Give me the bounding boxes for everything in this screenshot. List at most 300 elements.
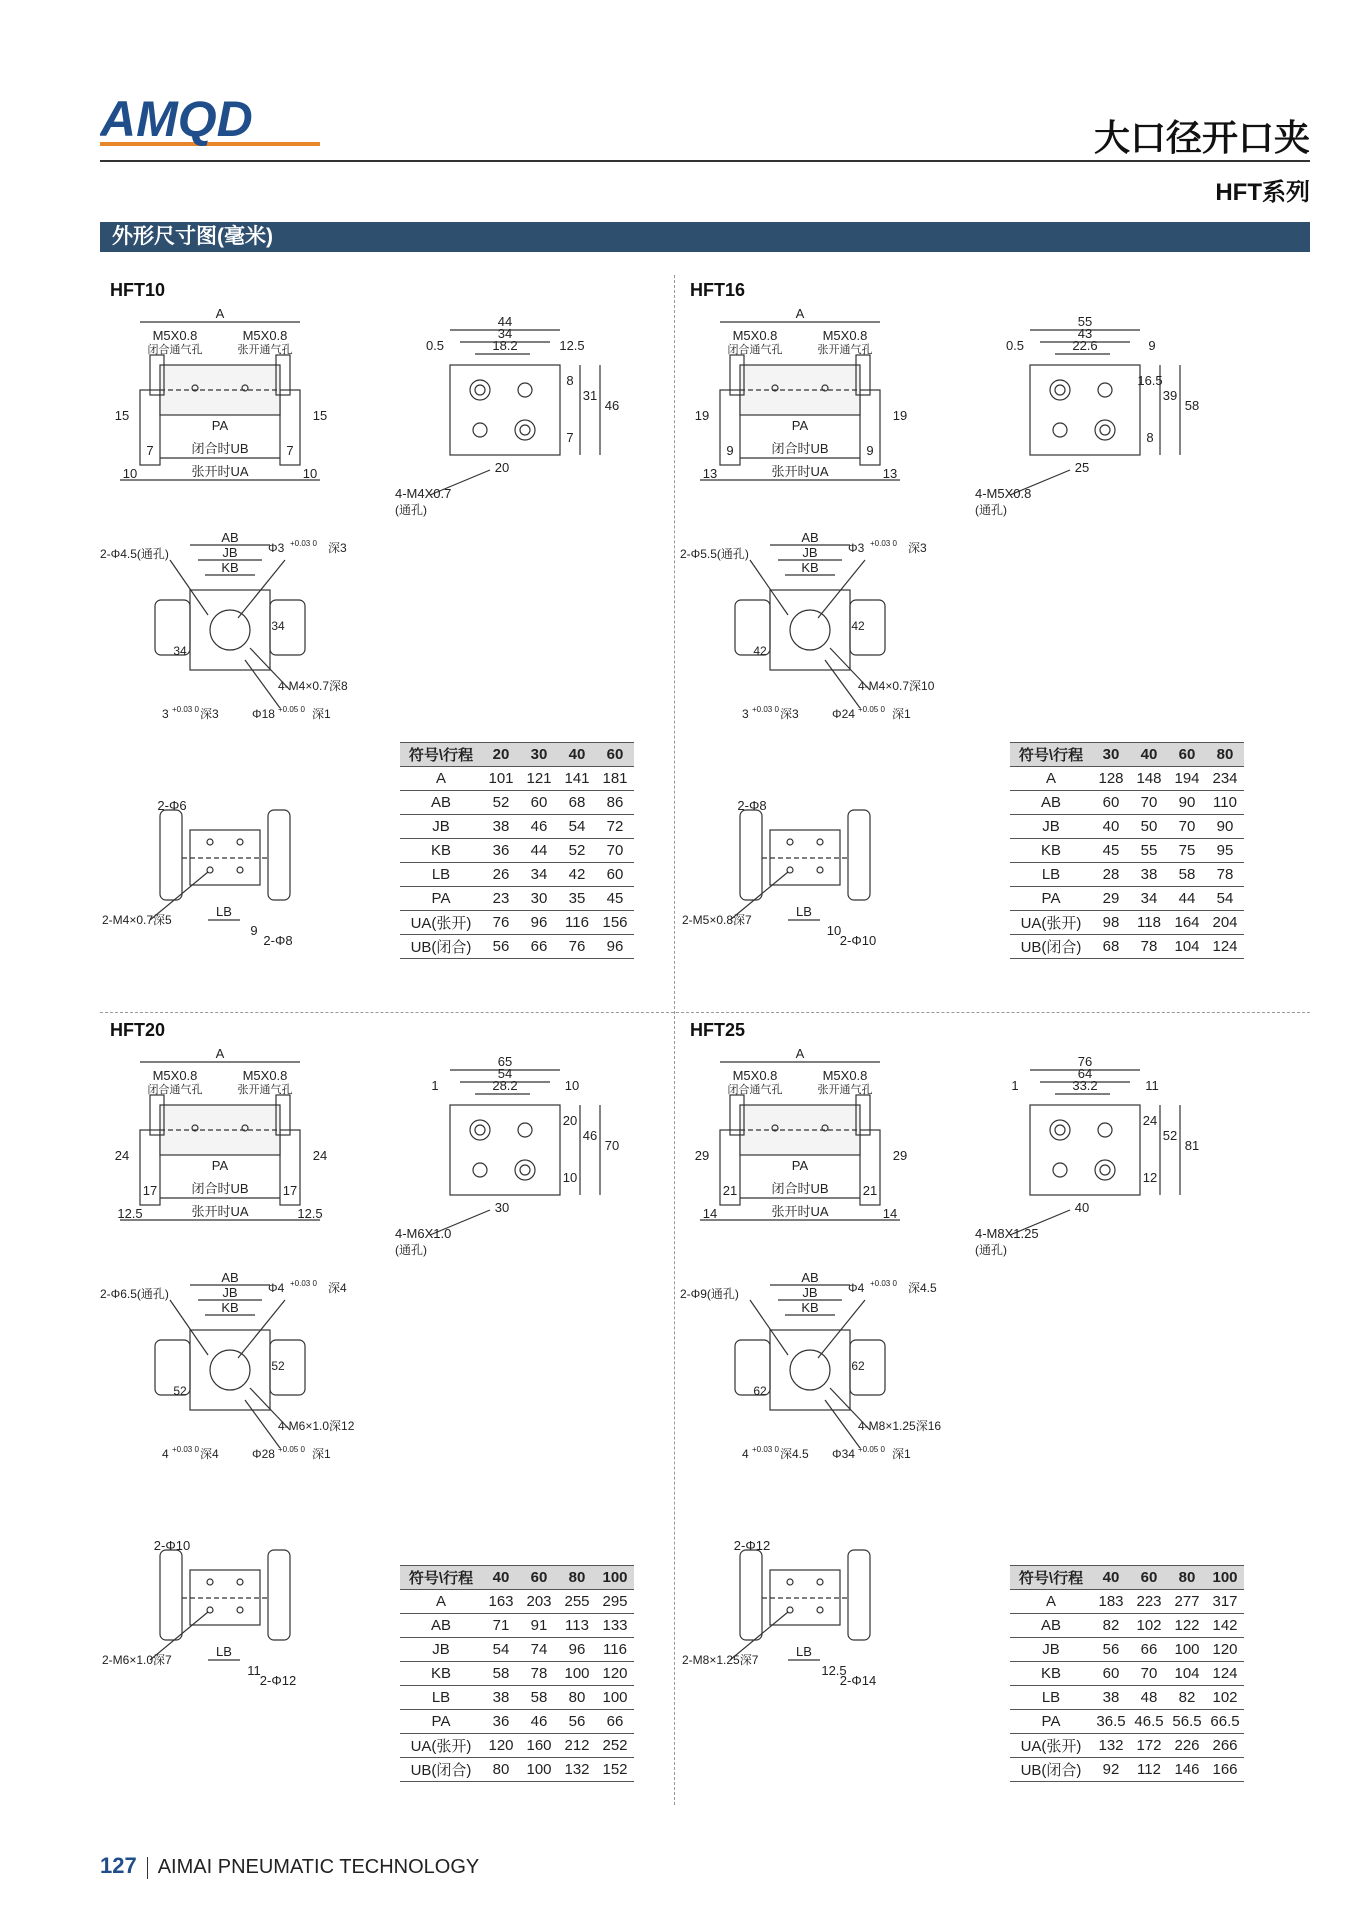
table-cell: 78 — [1206, 863, 1244, 887]
table-cell: 163 — [482, 1590, 520, 1614]
model-title: HFT20 — [110, 1020, 166, 1040]
table-cell: 48 — [1130, 1686, 1168, 1710]
top-view-drawing — [390, 310, 640, 520]
dim-mid-right: 62 — [851, 1359, 865, 1373]
thread-note: 4-M4X0.7 — [395, 486, 452, 501]
dim-mid-right: 34 — [271, 619, 285, 633]
dim-top-h2: 12.5 — [559, 338, 585, 353]
table-symbol: UA(张开) — [400, 911, 482, 935]
thread-note: 4-M8X1.25 — [975, 1226, 1039, 1241]
header-stroke: 40 — [1092, 1566, 1130, 1590]
pin-depth: 深3 — [328, 541, 347, 555]
table-cell: 23 — [482, 887, 520, 911]
table-cell: 102 — [1206, 1686, 1244, 1710]
table-cell: 110 — [1206, 791, 1244, 815]
table-cell: 100 — [558, 1662, 596, 1686]
dim-top-h1: 1 — [1011, 1078, 1019, 1093]
dim-top-width2: 43 — [1077, 326, 1093, 341]
pin-depth: 深3 — [908, 541, 927, 555]
table-cell: 38 — [1130, 863, 1168, 887]
pin-hole: Φ3 — [268, 541, 285, 555]
pin-tol: +0.03 0 — [870, 539, 897, 548]
table-cell: 40 — [1092, 815, 1130, 839]
table-row — [1010, 1758, 1244, 1782]
table-cell: 66 — [520, 935, 558, 959]
model-block-hft20 — [100, 1020, 670, 1779]
top-view-drawing — [970, 310, 1220, 520]
table-row — [400, 1614, 634, 1638]
table-cell: 76 — [558, 935, 596, 959]
spec-table-header — [1010, 1566, 1244, 1590]
dim-ab: AB — [801, 530, 819, 545]
table-cell: 100 — [1168, 1638, 1206, 1662]
header-stroke: 40 — [482, 1566, 520, 1590]
port-open: M5X0.8 — [822, 328, 868, 343]
dim-top-bottom: 20 — [494, 460, 510, 475]
dim-ab: AB — [801, 1270, 819, 1285]
dim-edge-right: 14 — [882, 1206, 898, 1221]
dim-mid-left: 34 — [173, 644, 187, 658]
bottom-pin2: 2-Φ10 — [839, 933, 877, 948]
header-stroke: 80 — [1206, 743, 1244, 767]
table-cell: 76 — [482, 911, 520, 935]
spec-table-header — [400, 1566, 634, 1590]
table-row — [400, 1662, 634, 1686]
dim-jb: JB — [222, 545, 238, 560]
table-cell: 66 — [596, 1710, 634, 1734]
bottom-view-drawing — [100, 1510, 340, 1710]
table-cell: 121 — [520, 767, 558, 791]
bottom-dim: 10 — [826, 923, 842, 938]
table-cell: 80 — [558, 1686, 596, 1710]
table-cell: 28 — [1092, 863, 1130, 887]
bore-tol: +0.05 0 — [858, 1445, 885, 1454]
table-cell: 86 — [596, 791, 634, 815]
header-symbol-stroke: 符号\行程 — [1010, 1566, 1092, 1590]
table-symbol: AB — [400, 791, 482, 815]
table-row — [400, 863, 634, 887]
dim-inner-left: 7 — [146, 443, 154, 458]
table-symbol: UB(闭合) — [1010, 1758, 1092, 1782]
dim-lb: LB — [216, 1644, 232, 1659]
table-row — [400, 791, 634, 815]
table-cell: 82 — [1168, 1686, 1206, 1710]
table-cell: 71 — [482, 1614, 520, 1638]
table-symbol: PA — [400, 1710, 482, 1734]
table-row — [1010, 1686, 1244, 1710]
table-cell: 36.5 — [1092, 1710, 1130, 1734]
table-symbol: AB — [400, 1614, 482, 1638]
table-row — [1010, 839, 1244, 863]
table-cell: 35 — [558, 887, 596, 911]
pin2-tol: +0.03 0 — [172, 1445, 199, 1454]
header-stroke: 100 — [1206, 1566, 1244, 1590]
dim-ua: 张开时UA — [191, 1204, 249, 1219]
table-cell: 104 — [1168, 1662, 1206, 1686]
dim-kb: KB — [801, 560, 819, 575]
dim-top-width3: 33.2 — [1072, 1078, 1098, 1093]
dim-top-width1: 55 — [1077, 314, 1093, 329]
table-cell: 124 — [1206, 935, 1244, 959]
table-row — [400, 1758, 634, 1782]
dim-top-h5: 81 — [1184, 1138, 1200, 1153]
table-cell: 142 — [1206, 1614, 1244, 1638]
table-cell: 100 — [520, 1758, 558, 1782]
table-cell: 82 — [1092, 1614, 1130, 1638]
table-cell: 56.5 — [1168, 1710, 1206, 1734]
table-cell: 52 — [482, 791, 520, 815]
table-symbol: PA — [400, 887, 482, 911]
table-symbol: PA — [1010, 887, 1092, 911]
table-cell: 60 — [1092, 1662, 1130, 1686]
table-row — [400, 1686, 634, 1710]
dim-kb: KB — [801, 1300, 819, 1315]
table-cell: 295 — [596, 1590, 634, 1614]
dim-mid-left: 42 — [753, 644, 767, 658]
page-number: 127 — [100, 1853, 137, 1878]
model-title: HFT16 — [690, 280, 746, 300]
spec-table-header — [1010, 743, 1244, 767]
bore-dia: Φ24 — [832, 707, 855, 721]
table-symbol: A — [1010, 1590, 1092, 1614]
front-view-drawing — [680, 1046, 920, 1250]
table-row — [1010, 911, 1244, 935]
dim-top-h6: 8 — [1146, 430, 1154, 445]
dim-ua: 张开时UA — [771, 464, 829, 479]
dim-top-h3: 16.5 — [1137, 373, 1163, 388]
dim-top-width1: 44 — [497, 314, 513, 329]
table-cell: 72 — [596, 815, 634, 839]
dim-top-h4: 46 — [582, 1128, 598, 1143]
table-cell: 120 — [1206, 1638, 1244, 1662]
table-cell: 54 — [482, 1638, 520, 1662]
spec-table — [1010, 1565, 1244, 1782]
table-cell: 38 — [482, 1686, 520, 1710]
table-cell: 181 — [596, 767, 634, 791]
header-stroke: 60 — [520, 1566, 558, 1590]
dim-ab: AB — [221, 530, 239, 545]
table-row — [400, 887, 634, 911]
dim-a: A — [795, 1046, 805, 1061]
dim-top-h4: 39 — [1162, 388, 1178, 403]
table-symbol: UA(张开) — [400, 1734, 482, 1758]
pin-hole: Φ3 — [848, 541, 865, 555]
table-symbol: UB(闭合) — [1010, 935, 1092, 959]
dim-jb: JB — [802, 1285, 818, 1300]
bore-depth: 深1 — [312, 1447, 331, 1461]
table-cell: 50 — [1130, 815, 1168, 839]
header-stroke: 40 — [1130, 743, 1168, 767]
dim-side-right: 19 — [892, 408, 908, 423]
dim-top-h6: 10 — [562, 1170, 578, 1185]
pin2-dia: 4 — [742, 1447, 749, 1461]
dim-top-h2: 11 — [1145, 1078, 1159, 1093]
thread-mid: 4-M4×0.7深10 — [858, 679, 935, 693]
pin2-tol: +0.03 0 — [752, 705, 779, 714]
port-open: M5X0.8 — [242, 1068, 288, 1083]
table-symbol: KB — [1010, 839, 1092, 863]
header-stroke: 80 — [1168, 1566, 1206, 1590]
bore-dia: Φ34 — [832, 1447, 855, 1461]
table-cell: 160 — [520, 1734, 558, 1758]
bottom-pin: 2-Φ6 — [157, 798, 187, 813]
table-symbol: AB — [1010, 791, 1092, 815]
table-cell: 54 — [1206, 887, 1244, 911]
table-row — [400, 911, 634, 935]
bottom-pin: 2-Φ12 — [733, 1538, 771, 1553]
table-symbol: LB — [400, 1686, 482, 1710]
model-block-hft10 — [100, 280, 670, 1020]
section-title: 外形尺寸图(毫米) — [112, 225, 273, 248]
dim-ab: AB — [221, 1270, 239, 1285]
header-stroke: 60 — [596, 743, 634, 767]
pin2-depth: 深4.5 — [780, 1447, 809, 1461]
dim-mid-right: 52 — [271, 1359, 285, 1373]
table-cell: 266 — [1206, 1734, 1244, 1758]
dim-inner-left: 9 — [726, 443, 734, 458]
dim-ub: 闭合时UB — [191, 1181, 249, 1196]
port-open-desc: 张开通气孔 — [237, 344, 293, 356]
table-cell: 146 — [1168, 1758, 1206, 1782]
dim-kb: KB — [221, 560, 239, 575]
table-cell: 70 — [1130, 1662, 1168, 1686]
dim-a: A — [215, 306, 225, 321]
thread-note: 4-M5X0.8 — [975, 486, 1032, 501]
dim-side-right: 29 — [892, 1148, 908, 1163]
table-row — [400, 1710, 634, 1734]
table-cell: 66 — [1130, 1638, 1168, 1662]
dim-inner-left: 21 — [722, 1183, 738, 1198]
model-title: HFT25 — [690, 1020, 746, 1040]
port-open-desc: 张开通气孔 — [817, 344, 873, 356]
through-holes: 2-Φ5.5(通孔) — [680, 547, 749, 561]
dim-ub: 闭合时UB — [771, 1181, 829, 1196]
table-cell: 277 — [1168, 1590, 1206, 1614]
table-row — [1010, 1590, 1244, 1614]
table-cell: 75 — [1168, 839, 1206, 863]
dim-top-h1: 1 — [431, 1078, 439, 1093]
pin2-depth: 深3 — [780, 707, 799, 721]
table-cell: 164 — [1168, 911, 1206, 935]
dim-top-width3: 22.6 — [1072, 338, 1098, 353]
table-cell: 55 — [1130, 839, 1168, 863]
dim-pa: PA — [791, 1158, 809, 1173]
bore-depth: 深1 — [892, 1447, 911, 1461]
port-open: M5X0.8 — [822, 1068, 868, 1083]
table-cell: 148 — [1130, 767, 1168, 791]
dim-top-h3: 24 — [1142, 1113, 1158, 1128]
front-view-drawing — [100, 1046, 340, 1250]
mounting-view-drawing — [100, 1270, 360, 1470]
table-row — [1010, 1638, 1244, 1662]
bottom-dim: 11 — [247, 1663, 261, 1678]
dim-ua: 张开时UA — [771, 1204, 829, 1219]
spec-table — [1010, 742, 1244, 959]
table-symbol: LB — [400, 863, 482, 887]
dim-lb: LB — [796, 904, 812, 919]
dim-edge-right: 12.5 — [297, 1206, 323, 1221]
dim-edge-left: 12.5 — [117, 1206, 143, 1221]
table-cell: 58 — [520, 1686, 558, 1710]
table-cell: 52 — [558, 839, 596, 863]
table-cell: 100 — [596, 1686, 634, 1710]
table-cell: 194 — [1168, 767, 1206, 791]
dim-ub: 闭合时UB — [191, 441, 249, 456]
spec-table — [400, 742, 634, 959]
dim-top-h5: 58 — [1184, 398, 1200, 413]
dim-side-left: 24 — [114, 1148, 130, 1163]
bottom-pin2: 2-Φ12 — [259, 1673, 297, 1688]
port-open: M5X0.8 — [242, 328, 288, 343]
table-row — [1010, 767, 1244, 791]
table-cell: 34 — [1130, 887, 1168, 911]
bottom-view-drawing — [100, 770, 340, 970]
table-symbol: A — [1010, 767, 1092, 791]
through-holes: 2-Φ6.5(通孔) — [100, 1287, 169, 1301]
pin-depth: 深4.5 — [908, 1281, 937, 1295]
table-cell: 96 — [558, 1638, 596, 1662]
table-symbol: A — [400, 767, 482, 791]
table-cell: 58 — [482, 1662, 520, 1686]
table-cell: 78 — [1130, 935, 1168, 959]
table-cell: 212 — [558, 1734, 596, 1758]
table-cell: 45 — [1092, 839, 1130, 863]
table-cell: 113 — [558, 1614, 596, 1638]
dim-top-width2: 54 — [497, 1066, 513, 1081]
dim-top-h2: 10 — [564, 1078, 580, 1093]
table-symbol: JB — [1010, 1638, 1092, 1662]
table-cell: 252 — [596, 1734, 634, 1758]
bottom-pin2: 2-Φ14 — [839, 1673, 877, 1688]
table-row — [1010, 791, 1244, 815]
table-cell: 234 — [1206, 767, 1244, 791]
table-cell: 44 — [520, 839, 558, 863]
table-cell: 156 — [596, 911, 634, 935]
table-cell: 74 — [520, 1638, 558, 1662]
through-holes: 2-Φ4.5(通孔) — [100, 547, 169, 561]
table-cell: 70 — [596, 839, 634, 863]
table-cell: 90 — [1206, 815, 1244, 839]
dim-top-width1: 76 — [1077, 1054, 1093, 1069]
dim-a: A — [795, 306, 805, 321]
table-symbol: UB(闭合) — [400, 935, 482, 959]
dim-mid-left: 52 — [173, 1384, 187, 1398]
table-cell: 96 — [520, 911, 558, 935]
table-cell: 223 — [1130, 1590, 1168, 1614]
pin2-dia: 3 — [742, 707, 749, 721]
dim-top-h5: 46 — [604, 398, 620, 413]
thread-note: 4-M6X1.0 — [395, 1226, 452, 1241]
bore-depth: 深1 — [892, 707, 911, 721]
pin2-dia: 4 — [162, 1447, 169, 1461]
port-close-desc: 闭合通气孔 — [147, 344, 203, 356]
spec-table-header — [400, 743, 634, 767]
thread-sub: (通孔) — [975, 1243, 1007, 1257]
table-symbol: JB — [400, 815, 482, 839]
table-cell: 60 — [520, 791, 558, 815]
table-cell: 141 — [558, 767, 596, 791]
header-symbol-stroke: 符号\行程 — [400, 743, 482, 767]
table-cell: 124 — [1206, 1662, 1244, 1686]
table-symbol: PA — [1010, 1710, 1092, 1734]
dim-top-h6: 12 — [1142, 1170, 1158, 1185]
table-symbol: KB — [400, 839, 482, 863]
bore-dia: Φ28 — [252, 1447, 275, 1461]
port-close-desc: 闭合通气孔 — [727, 344, 783, 356]
table-cell: 166 — [1206, 1758, 1244, 1782]
thread-mid: 4-M6×1.0深12 — [278, 1419, 355, 1433]
dim-top-width3: 28.2 — [492, 1078, 518, 1093]
dim-inner-right: 21 — [862, 1183, 878, 1198]
dim-pa: PA — [791, 418, 809, 433]
table-row — [400, 1638, 634, 1662]
table-cell: 92 — [1092, 1758, 1130, 1782]
dim-inner-left: 17 — [142, 1183, 158, 1198]
model-block-hft25 — [680, 1020, 1250, 1779]
table-cell: 38 — [482, 815, 520, 839]
dim-top-width2: 64 — [1077, 1066, 1093, 1081]
pin-tol: +0.03 0 — [290, 1279, 317, 1288]
bore-depth: 深1 — [312, 707, 331, 721]
table-row — [1010, 1614, 1244, 1638]
top-view-drawing — [390, 1050, 640, 1260]
dim-ub: 闭合时UB — [771, 441, 829, 456]
table-cell: 116 — [558, 911, 596, 935]
table-cell: 42 — [558, 863, 596, 887]
table-cell: 70 — [1130, 791, 1168, 815]
dim-pa: PA — [211, 418, 229, 433]
dim-edge-left: 13 — [702, 466, 718, 481]
table-row — [400, 1590, 634, 1614]
table-symbol: JB — [400, 1638, 482, 1662]
dim-edge-left: 10 — [122, 466, 138, 481]
mounting-view-drawing — [680, 530, 940, 730]
dim-inner-right: 17 — [282, 1183, 298, 1198]
pin2-tol: +0.03 0 — [172, 705, 199, 714]
model-title: HFT10 — [110, 280, 166, 300]
table-cell: 122 — [1168, 1614, 1206, 1638]
table-cell: 68 — [558, 791, 596, 815]
table-cell: 204 — [1206, 911, 1244, 935]
top-view-drawing — [970, 1050, 1220, 1260]
dim-top-width2: 34 — [497, 326, 513, 341]
table-cell: 152 — [596, 1758, 634, 1782]
table-row — [400, 815, 634, 839]
table-cell: 255 — [558, 1590, 596, 1614]
table-cell: 203 — [520, 1590, 558, 1614]
table-cell: 101 — [482, 767, 520, 791]
dim-side-right: 24 — [312, 1148, 328, 1163]
table-cell: 68 — [1092, 935, 1130, 959]
table-cell: 45 — [596, 887, 634, 911]
table-cell: 38 — [1092, 1686, 1130, 1710]
spec-table — [400, 1565, 634, 1782]
table-cell: 66.5 — [1206, 1710, 1244, 1734]
header-stroke: 60 — [1130, 1566, 1168, 1590]
table-row — [1010, 815, 1244, 839]
table-cell: 91 — [520, 1614, 558, 1638]
pin-hole: Φ4 — [848, 1281, 865, 1295]
header-stroke: 100 — [596, 1566, 634, 1590]
dim-side-left: 19 — [694, 408, 710, 423]
dim-mid-left: 62 — [753, 1384, 767, 1398]
table-cell: 80 — [482, 1758, 520, 1782]
dim-edge-left: 14 — [702, 1206, 718, 1221]
table-cell: 90 — [1168, 791, 1206, 815]
table-cell: 46 — [520, 815, 558, 839]
bore-tol: +0.05 0 — [858, 705, 885, 714]
table-row — [1010, 1734, 1244, 1758]
